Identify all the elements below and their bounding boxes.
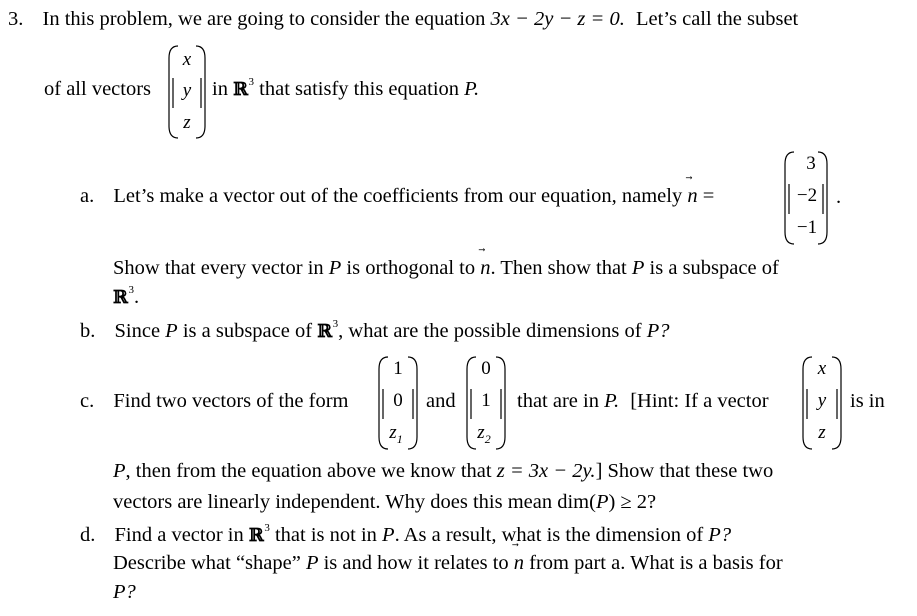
vec-entry-y: y: [182, 80, 192, 101]
part-a-line-3: [113, 285, 139, 312]
part-c-hint: [Hint: If a vector: [630, 390, 769, 412]
main-equation: 3x − 2y − z = 0.: [490, 8, 625, 30]
part-a-label: a.: [80, 185, 95, 207]
intro-text: In this problem, we are going to consider the equation: [42, 8, 486, 30]
exponent: 3: [264, 522, 270, 534]
intro-line-2a: [44, 77, 151, 101]
subset-p: P: [165, 320, 178, 342]
v1-entry-3: $z_1$: [389, 422, 403, 446]
n-entry-3: −1: [796, 217, 818, 238]
n-entry-1: 3: [806, 153, 816, 174]
v2-entry-2: 1: [481, 390, 491, 411]
part-c-line2-text: , then from the equation above we know that: [125, 460, 492, 482]
vector-3-matrix: [800, 353, 844, 453]
part-b-text-4: P?: [646, 320, 670, 342]
subset-p: P.: [464, 78, 480, 100]
real-field-symbol: ℝ: [113, 287, 128, 308]
part-d-text-3: P?: [113, 581, 136, 603]
part-c-line-3: [113, 490, 656, 514]
intro-line-2b: [212, 77, 479, 104]
vector-2-matrix: [464, 353, 508, 453]
part-c-line3-text: vectors are linearly independent. Why does this mean dim(: [113, 491, 596, 513]
problem-intro-line-1: [8, 7, 798, 31]
intro-text-3b: in: [212, 78, 228, 100]
real-field-symbol: ℝ: [233, 79, 248, 100]
vector-1-matrix: [376, 353, 420, 453]
part-c-text-1: Find two vectors of the form: [113, 390, 349, 412]
part-b-text-3: , what are the possible dimensions of: [338, 320, 642, 342]
part-b-text-2: is a subspace of: [182, 320, 313, 342]
exponent: 3: [128, 284, 134, 296]
part-a-text-2g: is a subspace of: [649, 257, 779, 279]
part-d-line-1: [80, 523, 731, 550]
part-a-period: .: [133, 286, 140, 308]
exponent: 3: [332, 318, 339, 330]
real-field-symbol: ℝ: [317, 321, 332, 342]
part-d-line-3: [113, 580, 136, 604]
real-field-symbol: ℝ: [248, 525, 264, 546]
part-b-label: b.: [80, 320, 96, 342]
part-d-text-1b: that is not in: [274, 524, 377, 546]
part-c-line2-end: ] Show that these two: [595, 460, 774, 482]
part-a-text-2c: is orthogonal to: [346, 257, 476, 279]
part-a-line-2: [113, 256, 779, 280]
part-a-text-2e: . Then show that: [490, 257, 627, 279]
part-a-text-2a: Show that every vector in: [113, 257, 324, 279]
part-c-label: c.: [80, 390, 95, 412]
part-d-label: d.: [80, 524, 96, 546]
v2-entry-3: $z_2$: [477, 422, 491, 446]
part-c-line-2: [113, 459, 773, 483]
exponent: 3: [248, 76, 255, 88]
z-equation: z = 3x − 2y.: [496, 460, 596, 482]
vec-entry-x: x: [182, 49, 192, 70]
intro-text-2: Let’s call the subset: [635, 8, 799, 30]
subset-p: P: [631, 257, 645, 279]
subset-p: P: [305, 552, 319, 574]
problem-number: 3.: [8, 8, 24, 30]
v1-entry-2: 0: [393, 390, 403, 411]
v3-entry-x: x: [817, 358, 827, 379]
part-b-text-1: Since: [114, 320, 161, 342]
part-d-text-1c: . As a result, what is the dimension of: [394, 524, 704, 546]
part-b-line: [80, 319, 670, 346]
part-d-line-2: [113, 551, 783, 575]
n-vector-symbol: n: [480, 257, 491, 279]
intro-text-3a: of all vectors: [44, 78, 152, 100]
part-c-line-1b: [517, 389, 769, 413]
n-vector-matrix: [782, 148, 830, 248]
part-d-text-1d: P?: [708, 524, 732, 546]
intro-text-3c: that satisfy this equation: [259, 78, 460, 100]
xyz-vector: [166, 42, 208, 142]
part-c-line3-end: ) ≥ 2?: [608, 491, 657, 513]
part-c-line-1a: [80, 389, 349, 413]
subset-p: P: [382, 524, 395, 546]
part-a-line-1: [80, 184, 714, 208]
equals-sign: =: [702, 185, 715, 207]
part-c-and: and: [426, 390, 456, 412]
part-d-text-1a: Find a vector in: [114, 524, 244, 546]
part-a-text-1: Let’s make a vector out of the coefficients from our equation, namely: [113, 185, 683, 207]
subset-p: P: [328, 257, 342, 279]
vec-entry-z: z: [183, 112, 191, 133]
part-d-text-2a: Describe what “shape”: [113, 552, 301, 574]
n-vector-symbol: n: [687, 185, 698, 207]
n-vector-symbol: n: [513, 552, 525, 574]
subset-p: P.: [604, 390, 620, 412]
part-d-text-2c: from part a. What is a basis for: [529, 552, 783, 574]
v1-entry-1: 1: [393, 358, 403, 379]
n-entry-2: −2: [796, 185, 818, 206]
part-c-text-2: that are in: [517, 390, 599, 412]
part-a-dot: .: [836, 186, 842, 208]
v3-entry-z: z: [818, 422, 826, 443]
part-c-is-in: is in: [850, 390, 885, 412]
v2-entry-1: 0: [481, 358, 491, 379]
subset-p: P: [595, 491, 609, 513]
v3-entry-y: y: [817, 390, 827, 411]
subset-p: P: [113, 460, 126, 482]
part-d-text-2b: is and how it relates to: [323, 552, 509, 574]
